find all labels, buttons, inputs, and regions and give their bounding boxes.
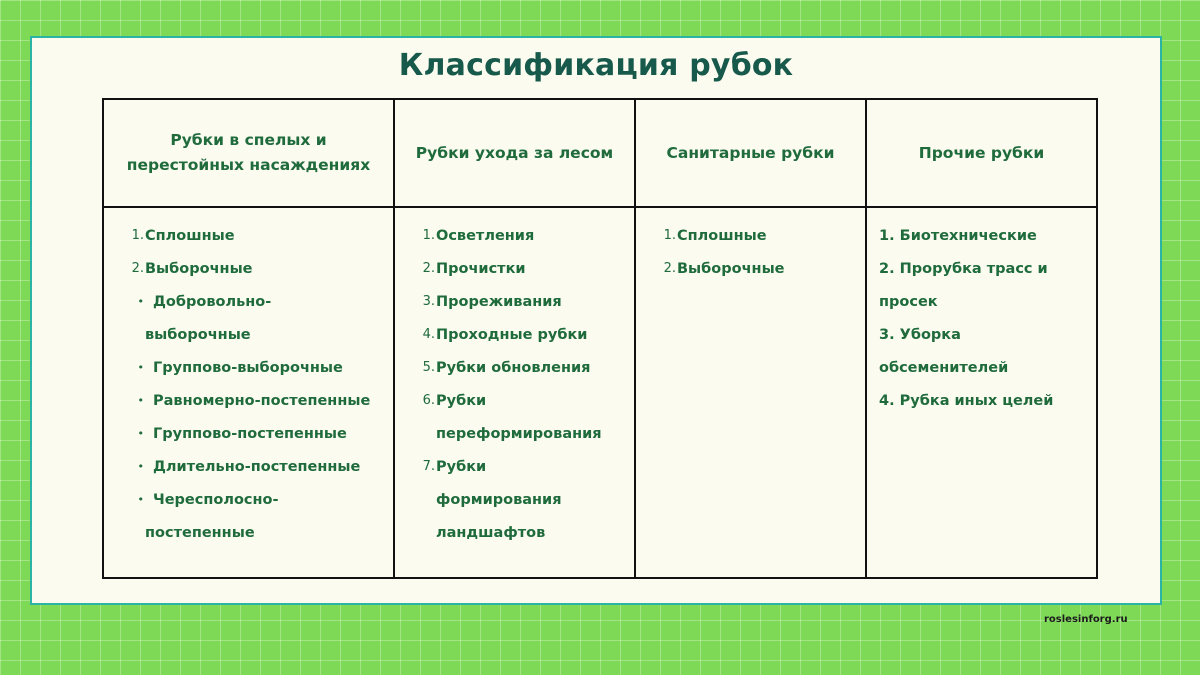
list-item [104, 219, 393, 252]
list-item-text: обсеменителей [879, 359, 1009, 376]
content-card [30, 36, 1162, 605]
list-item [636, 219, 865, 252]
list-item-text: Прочистки [436, 260, 526, 277]
number-marker: 2. [422, 261, 435, 276]
list-item [104, 483, 393, 516]
bullet-marker: • [137, 295, 144, 308]
column-header-sanitary: Санитарные рубки [636, 100, 867, 208]
list-item-text: Группово-выборочные [153, 359, 343, 376]
column-list-other [867, 208, 1096, 577]
column-header-mature-stands: Рубки в спелых и перестойных насаждениях [104, 100, 395, 208]
list-item [395, 516, 634, 549]
bullet-marker: • [137, 493, 144, 506]
list-item-text: 4. Рубка иных целей [879, 392, 1054, 409]
list-item [104, 285, 393, 318]
column-list-sanitary [636, 208, 867, 577]
list-item [395, 450, 634, 483]
number-marker: 2. [663, 261, 676, 276]
list-item-text: 3. Уборка [879, 326, 961, 343]
list-item [104, 516, 393, 549]
list-item [395, 483, 634, 516]
list-item-text: переформирования [436, 425, 602, 442]
bullet-marker: • [137, 394, 144, 407]
bullet-marker: • [137, 427, 144, 440]
list-item [867, 252, 1096, 285]
classification-table [102, 98, 1098, 579]
number-marker: 1. [131, 228, 144, 243]
list-item-text: Длительно-постепенные [153, 458, 361, 475]
number-marker: 1. [663, 228, 676, 243]
bullet-marker: • [137, 361, 144, 374]
column-list-care-cutting [395, 208, 636, 577]
list-item-text: Рубки [436, 392, 487, 409]
list-item-text: 1. Биотехнические [879, 227, 1037, 244]
page-title: Классификация рубок [398, 48, 794, 83]
list-item-text: Сплошные [145, 227, 235, 244]
list-item-text: выборочные [145, 326, 251, 343]
list-item [104, 318, 393, 351]
list-item-text: просек [879, 293, 938, 310]
list-item [104, 351, 393, 384]
list-item-text: Рубки [436, 458, 487, 475]
list-item [395, 351, 634, 384]
list-item [104, 384, 393, 417]
list-item [395, 219, 634, 252]
number-marker: 1. [422, 228, 435, 243]
number-marker: 4. [422, 327, 435, 342]
number-marker: 7. [422, 459, 435, 474]
list-item-text: Сплошные [677, 227, 767, 244]
list-item [395, 318, 634, 351]
number-marker: 5. [422, 360, 435, 375]
list-item [104, 252, 393, 285]
column-list-mature-stands [104, 208, 395, 577]
list-item [867, 285, 1096, 318]
list-item [636, 252, 865, 285]
list-item-text: Выборочные [145, 260, 253, 277]
list-item [395, 384, 634, 417]
list-item-text: формирования [436, 491, 562, 508]
list-item-text: Осветления [436, 227, 535, 244]
number-marker: 6. [422, 393, 435, 408]
source-watermark: roslesinforg.ru [1044, 614, 1128, 625]
list-item [395, 252, 634, 285]
list-item-text: ландшафтов [436, 524, 546, 541]
list-item [104, 417, 393, 450]
list-item-text: Рубки обновления [436, 359, 591, 376]
list-item-text: Прореживания [436, 293, 562, 310]
number-marker: 3. [422, 294, 435, 309]
bullet-marker: • [137, 460, 144, 473]
list-item [867, 351, 1096, 384]
list-item-text: постепенные [145, 524, 255, 541]
list-item-text: Группово-постепенные [153, 425, 347, 442]
list-item-text: Выборочные [677, 260, 785, 277]
number-marker: 2. [131, 261, 144, 276]
list-item-text: 2. Прорубка трасс и [879, 260, 1048, 277]
column-header-care-cutting: Рубки ухода за лесом [395, 100, 636, 208]
column-header-other: Прочие рубки [867, 100, 1096, 208]
list-item-text: Равномерно-постепенные [153, 392, 371, 409]
list-item [867, 318, 1096, 351]
list-item [867, 219, 1096, 252]
list-item-text: Добровольно- [153, 293, 272, 310]
list-item [395, 417, 634, 450]
list-item-text: Проходные рубки [436, 326, 588, 343]
list-item [867, 384, 1096, 417]
list-item-text: Чересполосно- [153, 491, 279, 508]
list-item [104, 450, 393, 483]
list-item [395, 285, 634, 318]
